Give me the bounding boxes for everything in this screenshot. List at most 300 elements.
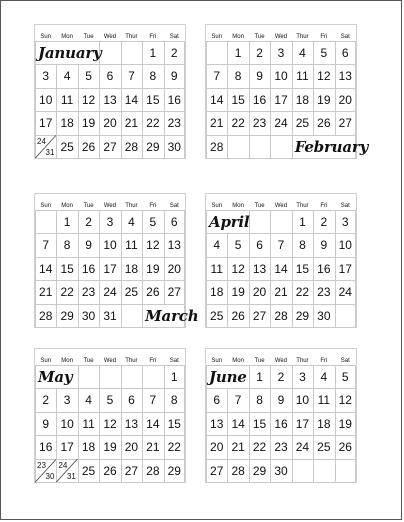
date-cell: 14 [231, 416, 245, 431]
date-cell: 27 [103, 139, 117, 154]
date-cell: 22 [146, 116, 160, 131]
date-cell: 9 [320, 238, 328, 253]
date-cell: 21 [274, 285, 288, 300]
date-cell: 29 [146, 139, 160, 154]
date-cell: 1 [170, 370, 178, 384]
weekday-label: Mon [61, 358, 73, 364]
split-date-cell: 24 31 [37, 136, 55, 157]
date-cell: 30 [274, 463, 288, 478]
date-cell: 4 [213, 238, 221, 253]
date-cell: 11 [317, 393, 331, 408]
date-cell: 18 [317, 416, 331, 431]
date-cell: 2 [170, 46, 178, 60]
grid-line [227, 135, 228, 158]
weekday-label: Fri [320, 358, 328, 364]
weekday-label: Sat [340, 203, 350, 209]
weekday-label: Thur [125, 34, 138, 40]
grid-line [35, 88, 185, 89]
weekday-header [206, 349, 356, 365]
weekday-label: Sun [40, 358, 52, 364]
date-cell: 17 [60, 440, 74, 455]
date-cell: 28 [146, 463, 160, 478]
date-cell: 2 [277, 370, 285, 384]
grid-line [335, 459, 336, 482]
date-cell: 3 [277, 46, 285, 60]
date-cell: 23 [252, 116, 267, 131]
date-cell: 7 [149, 393, 157, 408]
date-cell: 24 [295, 440, 310, 455]
date-cell: 17 [338, 261, 352, 276]
date-cell: 10 [338, 238, 352, 253]
grid-line [121, 41, 122, 64]
date-cell: 4 [128, 215, 135, 229]
date-cell: 27 [167, 285, 181, 300]
date-cell: 8 [299, 238, 306, 253]
weekday-header [35, 349, 185, 365]
grid-line [270, 135, 271, 158]
grid-line [206, 365, 356, 366]
weekday-label: Fri [149, 358, 157, 364]
date-cell: 23 [81, 285, 96, 300]
date-cell: 16 [274, 416, 288, 431]
date-cell: 13 [252, 261, 267, 276]
date-cell: 23 [167, 116, 181, 131]
weekday-label: Sat [340, 34, 350, 40]
date-cell: 18 [60, 116, 74, 131]
date-cell: 14 [210, 92, 224, 107]
grid-line [313, 459, 314, 482]
date-cell: 10 [60, 416, 74, 431]
date-cell: 19 [81, 116, 96, 131]
grid-line [206, 41, 207, 64]
month-name: March [145, 306, 199, 325]
weekday-label: Wed [274, 358, 288, 364]
weekday-label: Fri [320, 203, 328, 209]
date-cell: 14 [124, 92, 139, 107]
grid-line [206, 233, 356, 234]
month-card-january [34, 24, 186, 159]
grid-line [355, 459, 356, 482]
month-name: April [209, 213, 250, 231]
date-cell: 7 [42, 238, 50, 253]
date-cell: 5 [106, 393, 114, 408]
date-cell: 9 [170, 69, 178, 84]
date-cell: 26 [81, 139, 96, 154]
grid-line [35, 41, 185, 42]
weekday-label: Fri [320, 34, 328, 40]
weekday-label: Sun [211, 203, 223, 209]
date-cell: 16 [317, 261, 331, 276]
date-cell: 25 [210, 308, 224, 323]
date-cell: 9 [256, 69, 263, 84]
date-cell: 5 [85, 69, 92, 84]
date-cell: 26 [146, 285, 160, 300]
grid-line [78, 365, 79, 388]
date-cell: 15 [60, 261, 74, 276]
date-cell: 11 [60, 92, 74, 107]
grid-line [206, 412, 356, 413]
date-cell: 9 [277, 393, 285, 408]
date-cell: 29 [60, 308, 74, 323]
date-cell: 8 [63, 238, 71, 253]
date-cell: 20 [167, 261, 181, 276]
date-cell: 22 [231, 116, 245, 131]
date-cell: 29 [295, 308, 310, 323]
date-cell: 19 [231, 285, 245, 300]
date-cell: 27 [338, 116, 352, 131]
weekday-label: Thur [296, 203, 309, 209]
date-cell: 14 [39, 261, 53, 276]
weekday-label: Wed [274, 203, 288, 209]
weekday-label: Tue [254, 358, 265, 364]
weekday-label: Mon [61, 203, 73, 209]
grid-line [206, 365, 207, 388]
weekday-label: Sun [40, 203, 52, 209]
date-cell: 6 [128, 393, 135, 408]
weekday-label: Wed [274, 34, 288, 40]
date-grid [206, 41, 369, 158]
date-cell: 12 [317, 69, 331, 84]
grid-line [35, 233, 185, 234]
grid-line [206, 158, 356, 159]
date-cell: 19 [103, 440, 117, 455]
grid-line [121, 365, 122, 388]
weekday-label: Mon [232, 203, 244, 209]
weekday-label: Tue [254, 34, 265, 40]
date-cell: 19 [338, 416, 352, 431]
weekday-label: Wed [103, 358, 117, 364]
date-cell: 17 [39, 116, 53, 131]
date-cell: 12 [103, 416, 117, 431]
date-grid [206, 210, 356, 327]
weekday-label: Mon [232, 358, 244, 364]
date-cell: 20 [252, 285, 267, 300]
grid-line [35, 435, 185, 436]
grid-line [206, 459, 356, 460]
grid-line [35, 64, 185, 65]
weekday-label: Mon [232, 34, 244, 40]
date-cell: 16 [39, 440, 53, 455]
date-cell: 12 [81, 92, 96, 107]
date-cell: 13 [103, 92, 117, 107]
grid-line [35, 158, 185, 159]
date-cell: 25 [81, 463, 96, 478]
date-cell: 4 [299, 46, 306, 60]
weekday-header [35, 25, 185, 41]
date-cell: 24 [274, 116, 288, 131]
grid-line [35, 41, 36, 64]
date-cell: 1 [234, 46, 242, 60]
date-cell: 26 [317, 116, 331, 131]
date-cell: 16 [167, 92, 181, 107]
date-cell: 7 [128, 69, 135, 84]
weekday-label: Thur [125, 203, 138, 209]
date-cell: 8 [234, 69, 242, 84]
grid-line [35, 210, 36, 233]
grid-line [35, 210, 185, 211]
month-card-may [34, 348, 186, 483]
month-card-february [205, 24, 369, 159]
date-cell: 16 [81, 261, 96, 276]
month-card-march [34, 193, 199, 328]
date-cell: 8 [149, 69, 157, 84]
date-cell: 20 [210, 440, 224, 455]
weekday-label: Sat [340, 358, 350, 364]
grid-line [335, 304, 336, 327]
grid-line [355, 304, 356, 327]
date-cell: 8 [256, 393, 263, 408]
date-cell: 20 [338, 92, 352, 107]
weekday-label: Sat [169, 203, 179, 209]
date-cell: 19 [317, 92, 331, 107]
grid-line [35, 482, 185, 483]
grid-line [270, 210, 271, 233]
date-cell: 21 [210, 116, 224, 131]
weekday-header [206, 25, 356, 41]
grid-line [292, 459, 293, 482]
grid-line [206, 41, 356, 42]
weekday-label: Thur [296, 34, 309, 40]
date-cell: 6 [256, 238, 263, 253]
date-cell: 22 [295, 285, 310, 300]
date-cell: 7 [234, 393, 242, 408]
date-cell: 31 [103, 308, 117, 323]
date-cell: 21 [146, 440, 160, 455]
date-cell: 6 [170, 215, 178, 229]
date-cell: 8 [170, 393, 178, 408]
grid-line [99, 365, 100, 388]
date-cell: 2 [320, 215, 328, 229]
date-cell: 7 [277, 238, 285, 253]
date-grid [35, 41, 185, 158]
date-cell: 1 [63, 215, 71, 229]
date-cell: 28 [210, 139, 224, 154]
weekday-header [206, 194, 356, 210]
grid-line [35, 412, 185, 413]
date-cell: 27 [252, 308, 267, 323]
weekday-label: Tue [83, 358, 94, 364]
weekday-label: Tue [83, 34, 94, 40]
date-grid [35, 365, 185, 482]
date-cell: 12 [146, 238, 160, 253]
date-cell: 10 [103, 238, 117, 253]
grid-line [35, 304, 185, 305]
date-cell: 10 [295, 393, 310, 408]
date-cell: 30 [81, 308, 96, 323]
weekday-label: Sun [211, 34, 223, 40]
date-cell: 16 [252, 92, 267, 107]
date-cell: 21 [124, 116, 139, 131]
date-cell: 30 [167, 139, 181, 154]
date-cell: 25 [60, 139, 74, 154]
grid-line [35, 365, 185, 366]
date-cell: 2 [42, 393, 50, 408]
grid-line [206, 388, 356, 389]
date-cell: 28 [39, 308, 53, 323]
date-cell: 14 [274, 261, 288, 276]
date-cell: 13 [338, 69, 352, 84]
grid-line [206, 435, 356, 436]
date-cell: 15 [252, 416, 267, 431]
date-cell: 3 [42, 69, 50, 84]
date-cell: 23 [274, 440, 288, 455]
grid-line [142, 365, 143, 388]
weekday-label: Thur [296, 358, 309, 364]
weekday-header [35, 194, 185, 210]
date-grid [35, 210, 199, 327]
date-cell: 17 [295, 416, 310, 431]
grid-line [206, 88, 356, 89]
date-cell: 26 [231, 308, 245, 323]
grid-line [142, 304, 143, 327]
grid-line [206, 210, 207, 233]
month-name: February [294, 137, 369, 156]
date-cell: 24 [338, 285, 352, 300]
date-cell: 9 [42, 416, 50, 431]
date-cell: 22 [167, 440, 181, 455]
date-cell: 5 [234, 238, 242, 253]
grid-line [249, 135, 250, 158]
date-cell: 9 [85, 238, 92, 253]
date-cell: 3 [341, 215, 349, 229]
date-cell: 10 [274, 69, 288, 84]
date-cell: 14 [146, 416, 160, 431]
weekday-label: Fri [149, 34, 157, 40]
date-cell: 15 [295, 261, 310, 276]
date-cell: 21 [39, 285, 53, 300]
date-cell: 18 [210, 285, 224, 300]
grid-line [35, 111, 185, 112]
date-cell: 13 [167, 238, 181, 253]
date-cell: 4 [63, 69, 71, 84]
grid-line [206, 304, 356, 305]
weekday-label: Sat [169, 34, 179, 40]
date-cell: 25 [124, 285, 139, 300]
date-cell: 7 [213, 69, 221, 84]
date-cell: 26 [338, 440, 352, 455]
date-cell: 4 [320, 370, 328, 384]
grid-line [35, 135, 185, 136]
grid-line [121, 304, 122, 327]
weekday-label: Wed [103, 34, 117, 40]
date-cell: 29 [252, 463, 267, 478]
date-cell: 26 [103, 463, 117, 478]
date-cell: 28 [231, 463, 245, 478]
date-cell: 11 [82, 416, 95, 431]
grid-line [206, 257, 356, 258]
date-cell: 27 [210, 463, 224, 478]
date-cell: 18 [295, 92, 310, 107]
date-cell: 11 [125, 238, 138, 253]
date-cell: 2 [256, 46, 263, 60]
grid-line [35, 327, 185, 328]
date-cell: 29 [167, 463, 181, 478]
grid-line [35, 388, 185, 389]
date-cell: 19 [146, 261, 160, 276]
month-card-april [205, 193, 357, 328]
date-cell: 18 [81, 440, 96, 455]
date-cell: 12 [338, 393, 352, 408]
date-cell: 1 [256, 370, 263, 384]
split-date-cell: 24 31 [58, 460, 76, 481]
date-cell: 17 [103, 261, 117, 276]
date-cell: 28 [124, 139, 139, 154]
date-cell: 13 [210, 416, 224, 431]
weekday-label: Wed [103, 203, 117, 209]
date-cell: 28 [274, 308, 288, 323]
month-name: May [38, 368, 73, 386]
date-cell: 2 [85, 215, 92, 229]
date-cell: 22 [60, 285, 74, 300]
date-cell: 1 [299, 215, 306, 229]
date-cell: 6 [106, 69, 114, 84]
date-cell: 6 [213, 393, 221, 408]
weekday-label: Sun [211, 358, 223, 364]
date-cell: 12 [231, 261, 245, 276]
weekday-label: Mon [61, 34, 73, 40]
grid-line [35, 257, 185, 258]
month-name: June [209, 368, 247, 386]
grid-line [206, 280, 356, 281]
date-cell: 5 [341, 370, 349, 384]
date-cell: 20 [124, 440, 139, 455]
date-cell: 22 [252, 440, 267, 455]
date-cell: 25 [295, 116, 310, 131]
date-cell: 18 [124, 261, 139, 276]
date-cell: 21 [231, 440, 245, 455]
grid-line [206, 482, 356, 483]
split-date-cell: 23 30 [37, 460, 55, 481]
grid-line [206, 135, 356, 136]
date-cell: 20 [103, 116, 117, 131]
date-cell: 25 [317, 440, 331, 455]
weekday-label: Sun [40, 34, 52, 40]
date-cell: 11 [296, 69, 309, 84]
date-cell: 3 [106, 215, 114, 229]
grid-line [35, 280, 185, 281]
date-cell: 27 [124, 463, 139, 478]
grid-line [206, 64, 356, 65]
weekday-label: Tue [83, 203, 94, 209]
date-cell: 4 [85, 393, 92, 408]
date-cell: 23 [317, 285, 331, 300]
grid-line [206, 111, 356, 112]
date-grid [206, 365, 356, 482]
date-cell: 10 [39, 92, 53, 107]
date-cell: 6 [341, 46, 349, 60]
grid-line [292, 135, 293, 158]
date-cell: 3 [63, 393, 71, 408]
weekday-label: Thur [125, 358, 138, 364]
date-cell: 13 [124, 416, 139, 431]
date-cell: 5 [320, 46, 328, 60]
weekday-label: Fri [149, 203, 157, 209]
date-cell: 11 [210, 261, 223, 276]
date-cell: 15 [146, 92, 160, 107]
grid-line [206, 327, 356, 328]
date-cell: 17 [274, 92, 288, 107]
date-cell: 24 [103, 285, 117, 300]
month-name: January [38, 44, 102, 62]
weekday-label: Tue [254, 203, 265, 209]
date-cell: 5 [149, 215, 157, 229]
date-cell: 15 [167, 416, 181, 431]
weekday-label: Sat [169, 358, 179, 364]
grid-line [206, 210, 356, 211]
date-cell: 3 [299, 370, 306, 384]
date-cell: 15 [231, 92, 245, 107]
month-card-june [205, 348, 357, 483]
